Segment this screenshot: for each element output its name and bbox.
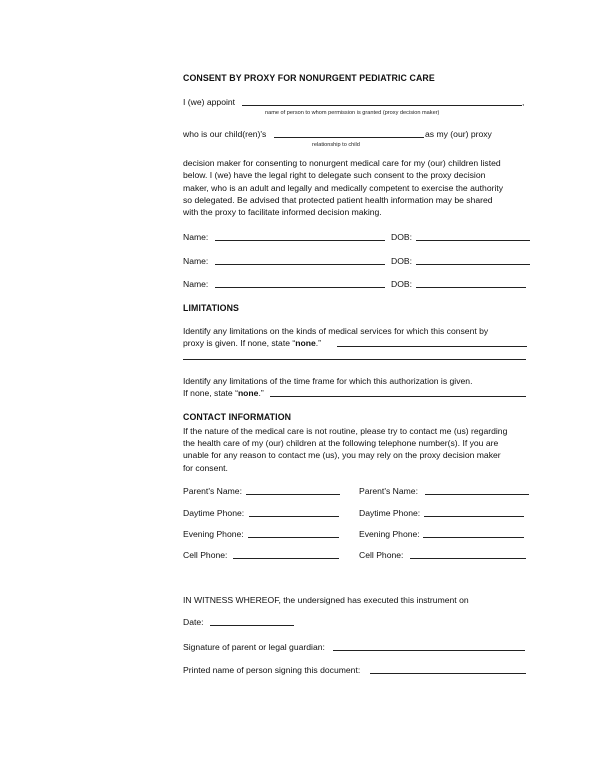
- intro-line: maker, who is an adult and legally and medically competent to exercise the authority: [183, 182, 504, 193]
- parent-name-label-left: Parent's Name:: [183, 486, 242, 496]
- printed-name-field[interactable]: [370, 673, 526, 674]
- time-limit-field[interactable]: [270, 396, 526, 397]
- child-dob-label: DOB:: [391, 232, 413, 242]
- relationship-suffix: as my (our) proxy: [425, 129, 492, 139]
- parent-name-label-right: Parent's Name:: [359, 486, 418, 496]
- child-dob-field[interactable]: [416, 240, 530, 241]
- witness-statement: IN WITNESS WHEREOF, the undersigned has executed this instrument on: [183, 595, 469, 605]
- none-word: none: [237, 388, 259, 398]
- cell-phone-field-right[interactable]: [410, 558, 526, 559]
- relationship-field[interactable]: [274, 137, 424, 138]
- child-name-label: Name:: [183, 232, 209, 242]
- proxy-name-caption: name of person to whom permission is granted (proxy decision maker): [265, 110, 440, 116]
- services-limit-prompt: proxy is given. If none, state “none.”: [183, 338, 322, 348]
- parent-name-field-right[interactable]: [425, 494, 529, 495]
- child-name-label: Name:: [183, 256, 209, 266]
- contact-line: unable for any reason to contact me (us), you may rely on the proxy decision maker: [183, 450, 501, 461]
- date-field[interactable]: [210, 625, 294, 626]
- intro-paragraph: [183, 157, 533, 218]
- contact-line: for consent.: [183, 462, 228, 473]
- signature-field[interactable]: [333, 650, 525, 651]
- relationship-label: who is our child(ren)'s: [183, 129, 267, 139]
- parent-name-field-left[interactable]: [246, 494, 340, 495]
- proxy-name-field[interactable]: [242, 105, 522, 106]
- daytime-phone-label-right: Daytime Phone:: [359, 508, 421, 518]
- appoint-label: I (we) appoint: [183, 97, 236, 107]
- daytime-phone-field-left[interactable]: [249, 516, 339, 517]
- intro-line: so delegated. Be advised that protected patient health information may be shared: [183, 194, 493, 205]
- cell-phone-label-left: Cell Phone:: [183, 550, 228, 560]
- intro-line: below. I (we) have the legal right to delegate such consent to the proxy decision: [183, 170, 486, 181]
- relationship-caption: relationship to child: [312, 142, 360, 148]
- date-label: Date:: [183, 617, 204, 627]
- printed-name-label: Printed name of person signing this document:: [183, 665, 361, 675]
- cell-phone-field-left[interactable]: [233, 558, 339, 559]
- child-dob-field[interactable]: [416, 264, 530, 265]
- daytime-phone-field-right[interactable]: [424, 516, 524, 517]
- evening-phone-label-left: Evening Phone:: [183, 529, 244, 539]
- contact-line: If the nature of the medical care is not routine, please try to contact me (us) regarding: [183, 426, 508, 436]
- none-word: none: [295, 338, 316, 348]
- services-limit-text: Identify any limitations on the kinds of medical services for which this consent by: [183, 326, 489, 336]
- child-name-field[interactable]: [215, 287, 385, 288]
- evening-phone-label-right: Evening Phone:: [359, 529, 420, 539]
- evening-phone-field-left[interactable]: [248, 537, 339, 538]
- limitations-heading: LIMITATIONS: [183, 303, 239, 313]
- signature-label: Signature of parent or legal guardian:: [183, 642, 325, 652]
- child-dob-label: DOB:: [391, 256, 413, 266]
- child-dob-field[interactable]: [416, 287, 526, 288]
- time-limit-text: Identify any limitations of the time frame for which this authorization is given.: [183, 376, 473, 386]
- services-limit-field-2[interactable]: [183, 359, 526, 360]
- contact-heading: CONTACT INFORMATION: [183, 412, 292, 422]
- contact-paragraph: [183, 425, 533, 474]
- services-limit-field[interactable]: [337, 346, 527, 347]
- daytime-phone-label-left: Daytime Phone:: [183, 508, 245, 518]
- child-name-field[interactable]: [215, 240, 385, 241]
- appoint-comma: ,: [522, 97, 525, 107]
- child-name-field[interactable]: [215, 264, 385, 265]
- intro-line: decision maker for consenting to nonurgent medical care for my (our) children listed: [183, 158, 501, 168]
- cell-phone-label-right: Cell Phone:: [359, 550, 404, 560]
- evening-phone-field-right[interactable]: [423, 537, 524, 538]
- time-limit-prompt: If none, state “none.”: [183, 388, 264, 398]
- form-title: CONSENT BY PROXY FOR NONURGENT PEDIATRIC CARE: [183, 73, 435, 83]
- intro-line: with the proxy to facilitate informed decision making.: [183, 207, 382, 218]
- contact-line: the health care of my (our) children at the following telephone number(s). If you are: [183, 438, 499, 449]
- child-dob-label: DOB:: [391, 279, 413, 289]
- child-name-label: Name:: [183, 279, 209, 289]
